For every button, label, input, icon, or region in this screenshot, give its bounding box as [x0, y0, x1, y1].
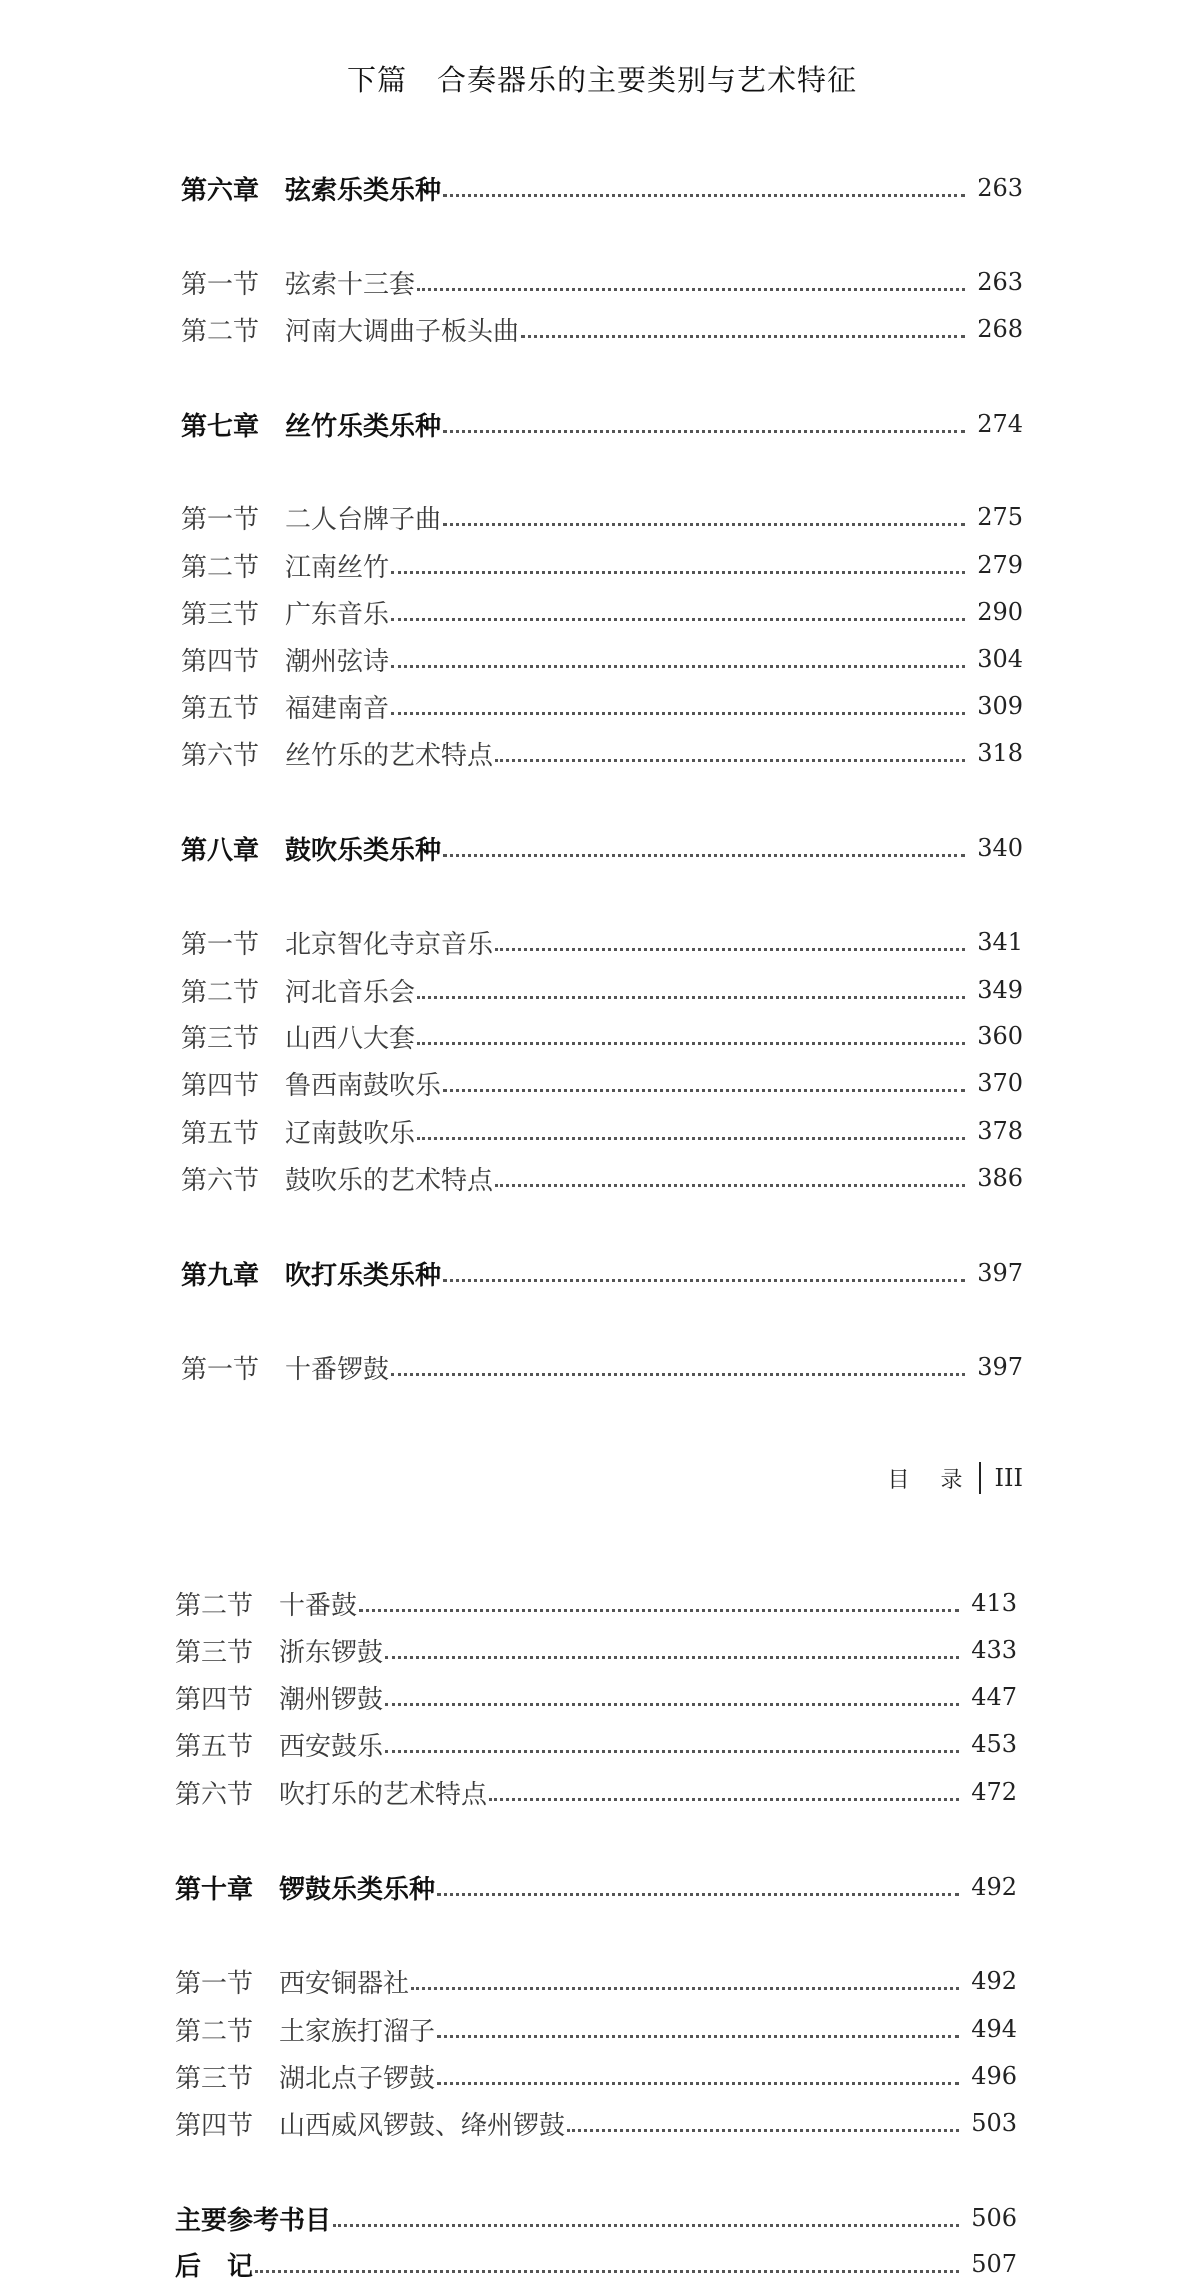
page-number: 318: [977, 739, 1023, 767]
chapter-number: 第八章: [181, 835, 260, 866]
toc-section[interactable]: [181, 309, 1023, 349]
dot-leader: [495, 759, 965, 762]
dot-leader: [417, 996, 965, 999]
section-number: 第一节: [175, 1968, 254, 1999]
dot-leader: [567, 2129, 959, 2132]
dot-leader: [437, 2082, 959, 2085]
chapter-title: 丝竹乐类乐种: [285, 411, 442, 442]
page-number: 397: [977, 1353, 1023, 1381]
toc-bibliography[interactable]: [175, 2198, 1017, 2238]
page-number: 279: [977, 551, 1023, 579]
dot-leader: [437, 1893, 959, 1896]
running-header-divider: [979, 1462, 981, 1494]
page-number: 263: [977, 174, 1023, 202]
section-number: 第六节: [181, 740, 260, 771]
page-number: 370: [977, 1069, 1023, 1097]
section-number: 第二节: [175, 1590, 254, 1621]
page-number: 349: [977, 976, 1023, 1004]
page-title: [0, 58, 1204, 99]
section-number: 第一节: [181, 504, 260, 535]
toc-section[interactable]: [175, 1961, 1017, 2001]
page-number: 506: [971, 2204, 1017, 2232]
page-number: 453: [971, 1730, 1017, 1758]
page-number: 360: [977, 1022, 1023, 1050]
section-title: 山西威风锣鼓、绛州锣鼓: [279, 2110, 566, 2141]
toc-section[interactable]: [181, 639, 1023, 679]
section-number: 第四节: [181, 646, 260, 677]
dot-leader: [391, 712, 965, 715]
section-title: 西安鼓乐: [279, 1731, 384, 1762]
section-number: 第二节: [181, 316, 260, 347]
toc-section[interactable]: [181, 1111, 1023, 1151]
section-number: 第三节: [181, 599, 260, 630]
section-number: 第四节: [175, 1684, 254, 1715]
section-title: 潮州锣鼓: [279, 1684, 384, 1715]
toc-afterword[interactable]: [175, 2244, 1017, 2284]
chapter-title: 锣鼓乐类乐种: [279, 1874, 436, 1905]
dot-leader: [489, 1798, 959, 1801]
page-number: 275: [977, 503, 1023, 531]
toc-section[interactable]: [175, 1677, 1017, 1717]
page-number: 492: [971, 1873, 1017, 1901]
chapter-title: 鼓吹乐类乐种: [285, 835, 442, 866]
dot-leader: [391, 1373, 965, 1376]
page-number: 447: [971, 1683, 1017, 1711]
toc-chapter-9[interactable]: [181, 1253, 1023, 1293]
section-number: 第四节: [175, 2110, 254, 2141]
section-title: 河南大调曲子板头曲: [285, 316, 520, 347]
dot-leader: [443, 1279, 965, 1282]
chapter-number: 第六章: [181, 175, 260, 206]
dot-leader: [417, 288, 965, 291]
toc-section[interactable]: [175, 1724, 1017, 1764]
toc-section[interactable]: [181, 1347, 1023, 1387]
page-number: 503: [971, 2109, 1017, 2137]
toc-section[interactable]: [181, 922, 1023, 962]
section-number: 第一节: [181, 929, 260, 960]
page-number: 413: [971, 1589, 1017, 1617]
toc-section[interactable]: [181, 1063, 1023, 1103]
page-number: 386: [977, 1164, 1023, 1192]
page-number: 472: [971, 1778, 1017, 1806]
page-number: 378: [977, 1117, 1023, 1145]
section-title: 山西八大套: [285, 1023, 416, 1054]
chapter-number: 第十章: [175, 1874, 254, 1905]
section-title: 福建南音: [285, 693, 390, 724]
dot-leader: [391, 665, 965, 668]
dot-leader: [437, 2035, 959, 2038]
section-number: 第五节: [181, 693, 260, 724]
chapter-title: 吹打乐类乐种: [285, 1260, 442, 1291]
page-number: 304: [977, 645, 1023, 673]
running-header: [888, 1462, 1023, 1494]
section-title: 辽南鼓吹乐: [285, 1118, 416, 1149]
chapter-number: 第九章: [181, 1260, 260, 1291]
dot-leader: [495, 1184, 965, 1187]
toc-chapter-6[interactable]: [181, 168, 1023, 208]
section-number: 第二节: [181, 977, 260, 1008]
running-header-page: III: [994, 1464, 1023, 1492]
toc-section[interactable]: [181, 592, 1023, 632]
section-title: 河北音乐会: [285, 977, 416, 1008]
toc-section[interactable]: [175, 1772, 1017, 1812]
section-number: 第二节: [175, 2016, 254, 2047]
page-number: 274: [977, 410, 1023, 438]
dot-leader: [385, 1703, 959, 1706]
section-title: 湖北点子锣鼓: [279, 2063, 436, 2094]
page-number: 492: [971, 1967, 1017, 1995]
section-title: 十番锣鼓: [285, 1354, 390, 1385]
chapter-number: 第七章: [181, 411, 260, 442]
toc-section[interactable]: [175, 1583, 1017, 1623]
section-number: 第一节: [181, 269, 260, 300]
section-number: 第五节: [181, 1118, 260, 1149]
toc-section[interactable]: [181, 262, 1023, 302]
section-number: 第六节: [175, 1779, 254, 1810]
page-number: 507: [971, 2250, 1017, 2278]
section-title: 鼓吹乐的艺术特点: [285, 1165, 494, 1196]
dot-leader: [443, 523, 965, 526]
section-title: 潮州弦诗: [285, 646, 390, 677]
dot-leader: [443, 854, 965, 857]
section-title: 吹打乐的艺术特点: [279, 1779, 488, 1810]
section-title: 土家族打溜子: [279, 2016, 436, 2047]
dot-leader: [443, 430, 965, 433]
toc-chapter-10[interactable]: [175, 1867, 1017, 1907]
page-number: 290: [977, 598, 1023, 626]
dot-leader: [495, 948, 965, 951]
toc-chapter-8[interactable]: [181, 828, 1023, 868]
section-title: 鲁西南鼓吹乐: [285, 1070, 442, 1101]
toc-section[interactable]: [181, 686, 1023, 726]
section-title: 二人台牌子曲: [285, 504, 442, 535]
section-number: 第二节: [181, 552, 260, 583]
toc-section[interactable]: [175, 2009, 1017, 2049]
section-title: 浙东锣鼓: [279, 1637, 384, 1668]
page-number: 263: [977, 268, 1023, 296]
dot-leader: [385, 1656, 959, 1659]
page-number: 268: [977, 315, 1023, 343]
section-number: 第四节: [181, 1070, 260, 1101]
dot-leader: [333, 2224, 959, 2227]
chapter-title: 后 记: [175, 2251, 254, 2282]
dot-leader: [391, 618, 965, 621]
toc-section[interactable]: [175, 2103, 1017, 2143]
part-label: 下篇: [346, 63, 407, 97]
toc-section[interactable]: [181, 733, 1023, 773]
toc-section[interactable]: [181, 1016, 1023, 1056]
chapter-title: 弦索乐类乐种: [285, 175, 442, 206]
section-title: 十番鼓: [279, 1590, 358, 1621]
section-number: 第五节: [175, 1731, 254, 1762]
toc-chapter-7[interactable]: [181, 404, 1023, 444]
running-header-label: 目 录: [887, 1467, 975, 1493]
section-number: 第三节: [175, 2063, 254, 2094]
dot-leader: [391, 571, 965, 574]
page-number: 340: [977, 834, 1023, 862]
section-number: 第六节: [181, 1165, 260, 1196]
page-number: 494: [971, 2015, 1017, 2043]
toc-section[interactable]: [181, 970, 1023, 1010]
page-number: 341: [977, 928, 1023, 956]
toc-section[interactable]: [175, 2056, 1017, 2096]
dot-leader: [417, 1137, 965, 1140]
dot-leader: [411, 1987, 959, 1990]
dot-leader: [255, 2270, 959, 2273]
dot-leader: [443, 194, 965, 197]
dot-leader: [385, 1750, 959, 1753]
dot-leader: [443, 1089, 965, 1092]
section-number: 第三节: [181, 1023, 260, 1054]
section-title: 丝竹乐的艺术特点: [285, 740, 494, 771]
dot-leader: [521, 335, 965, 338]
dot-leader: [417, 1042, 965, 1045]
section-title: 弦索十三套: [285, 269, 416, 300]
part-title: 合奏器乐的主要类别与艺术特征: [437, 63, 858, 97]
section-number: 第一节: [181, 1354, 260, 1385]
section-number: 第三节: [175, 1637, 254, 1668]
toc-section[interactable]: [181, 1158, 1023, 1198]
page-number: 496: [971, 2062, 1017, 2090]
toc-section[interactable]: [181, 497, 1023, 537]
toc-section[interactable]: [175, 1630, 1017, 1670]
section-title: 西安铜器社: [279, 1968, 410, 1999]
dot-leader: [359, 1609, 959, 1612]
section-title: 广东音乐: [285, 599, 390, 630]
page-number: 397: [977, 1259, 1023, 1287]
chapter-title: 主要参考书目: [175, 2205, 332, 2236]
page-number: 309: [977, 692, 1023, 720]
page-number: 433: [971, 1636, 1017, 1664]
section-title: 北京智化寺京音乐: [285, 929, 494, 960]
toc-section[interactable]: [181, 545, 1023, 585]
section-title: 江南丝竹: [285, 552, 390, 583]
